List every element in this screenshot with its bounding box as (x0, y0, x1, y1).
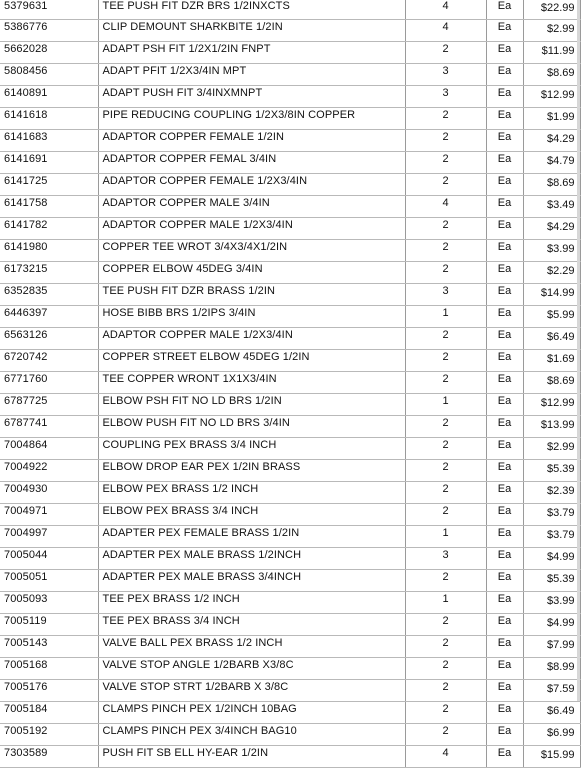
price-cell[interactable]: $11.99 (523, 42, 580, 64)
description-cell[interactable]: HOSE BIBB BRS 1/2IPS 3/4IN (98, 306, 405, 328)
sku-cell[interactable]: 7005119 (0, 614, 98, 636)
price-cell[interactable]: $4.29 (523, 218, 580, 240)
quantity-cell[interactable]: 2 (405, 42, 486, 64)
table-row[interactable] (0, 130, 580, 152)
description-cell[interactable]: ADAPTOR COPPER MALE 1/2X3/4IN (98, 328, 405, 350)
description-cell[interactable]: COPPER STREET ELBOW 45DEG 1/2IN (98, 350, 405, 372)
table-row[interactable] (0, 570, 580, 592)
quantity-cell[interactable]: 2 (405, 636, 486, 658)
sku-cell[interactable]: 7004930 (0, 482, 98, 504)
price-cell[interactable]: $4.99 (523, 614, 580, 636)
sku-cell[interactable]: 6140891 (0, 86, 98, 108)
table-row[interactable] (0, 306, 580, 328)
unit-cell[interactable]: Ea (486, 702, 523, 724)
description-cell[interactable]: COPPER TEE WROT 3/4X3/4X1/2IN (98, 240, 405, 262)
scrollbar-edge[interactable] (577, 0, 580, 701)
quantity-cell[interactable]: 2 (405, 350, 486, 372)
description-cell[interactable]: TEE PEX BRASS 3/4 INCH (98, 614, 405, 636)
price-cell[interactable]: $7.59 (523, 680, 580, 702)
price-cell[interactable]: $22.99 (523, 0, 580, 20)
table-row[interactable] (0, 658, 580, 680)
unit-cell[interactable]: Ea (486, 460, 523, 482)
sku-cell[interactable]: 7004864 (0, 438, 98, 460)
sku-cell[interactable]: 6563126 (0, 328, 98, 350)
description-cell[interactable]: CLAMPS PINCH PEX 3/4INCH BAG10 (98, 724, 405, 746)
table-row[interactable] (0, 504, 580, 526)
sku-cell[interactable]: 7005093 (0, 592, 98, 614)
description-cell[interactable]: ADAPT PSH FIT 1/2X1/2IN FNPT (98, 42, 405, 64)
quantity-cell[interactable]: 4 (405, 0, 486, 20)
unit-cell[interactable]: Ea (486, 284, 523, 306)
description-cell[interactable]: TEE PUSH FIT DZR BRASS 1/2IN (98, 284, 405, 306)
price-cell[interactable]: $3.79 (523, 526, 580, 548)
price-cell[interactable]: $15.99 (523, 746, 580, 768)
price-cell[interactable]: $1.69 (523, 350, 580, 372)
quantity-cell[interactable]: 1 (405, 526, 486, 548)
table-row[interactable] (0, 680, 580, 702)
description-cell[interactable]: ELBOW PSH FIT NO LD BRS 1/2IN (98, 394, 405, 416)
quantity-cell[interactable]: 1 (405, 592, 486, 614)
quantity-cell[interactable]: 4 (405, 20, 486, 42)
sku-cell[interactable]: 6720742 (0, 350, 98, 372)
description-cell[interactable]: ELBOW PEX BRASS 3/4 INCH (98, 504, 405, 526)
quantity-cell[interactable]: 1 (405, 394, 486, 416)
price-cell[interactable]: $8.69 (523, 64, 580, 86)
table-row[interactable] (0, 108, 580, 130)
description-cell[interactable]: PIPE REDUCING COUPLING 1/2X3/8IN COPPER (98, 108, 405, 130)
unit-cell[interactable]: Ea (486, 350, 523, 372)
quantity-cell[interactable]: 2 (405, 240, 486, 262)
sku-cell[interactable]: 5379631 (0, 0, 98, 20)
description-cell[interactable]: ADAPTOR COPPER MALE 3/4IN (98, 196, 405, 218)
table-row[interactable] (0, 86, 580, 108)
sku-cell[interactable]: 7005143 (0, 636, 98, 658)
sku-cell[interactable]: 6141782 (0, 218, 98, 240)
table-row[interactable] (0, 702, 580, 724)
quantity-cell[interactable]: 2 (405, 724, 486, 746)
price-cell[interactable]: $4.79 (523, 152, 580, 174)
description-cell[interactable]: VALVE STOP ANGLE 1/2BARB X3/8C (98, 658, 405, 680)
table-row[interactable] (0, 328, 580, 350)
sku-cell[interactable]: 7005176 (0, 680, 98, 702)
price-cell[interactable]: $1.99 (523, 108, 580, 130)
unit-cell[interactable]: Ea (486, 130, 523, 152)
unit-cell[interactable]: Ea (486, 504, 523, 526)
description-cell[interactable]: ELBOW PUSH FIT NO LD BRS 3/4IN (98, 416, 405, 438)
price-cell[interactable]: $12.99 (523, 394, 580, 416)
price-cell[interactable]: $7.99 (523, 636, 580, 658)
description-cell[interactable]: TEE PUSH FIT DZR BRS 1/2INXCTS (98, 0, 405, 20)
table-row[interactable] (0, 614, 580, 636)
quantity-cell[interactable]: 3 (405, 64, 486, 86)
quantity-cell[interactable]: 2 (405, 372, 486, 394)
unit-cell[interactable]: Ea (486, 86, 523, 108)
description-cell[interactable]: ADAPTOR COPPER FEMALE 1/2X3/4IN (98, 174, 405, 196)
table-row[interactable] (0, 592, 580, 614)
unit-cell[interactable]: Ea (486, 394, 523, 416)
quantity-cell[interactable]: 2 (405, 570, 486, 592)
table-row[interactable] (0, 174, 580, 196)
sku-cell[interactable]: 6141618 (0, 108, 98, 130)
unit-cell[interactable]: Ea (486, 64, 523, 86)
sku-cell[interactable]: 6352835 (0, 284, 98, 306)
description-cell[interactable]: CLIP DEMOUNT SHARKBITE 1/2IN (98, 20, 405, 42)
unit-cell[interactable]: Ea (486, 570, 523, 592)
table-row[interactable] (0, 218, 580, 240)
sku-cell[interactable]: 7004997 (0, 526, 98, 548)
sku-cell[interactable]: 7005192 (0, 724, 98, 746)
unit-cell[interactable]: Ea (486, 262, 523, 284)
table-row[interactable] (0, 394, 580, 416)
table-row[interactable] (0, 724, 580, 746)
sku-cell[interactable]: 6771760 (0, 372, 98, 394)
unit-cell[interactable]: Ea (486, 20, 523, 42)
quantity-cell[interactable]: 3 (405, 86, 486, 108)
price-cell[interactable]: $4.29 (523, 130, 580, 152)
description-cell[interactable]: ADAPTOR COPPER MALE 1/2X3/4IN (98, 218, 405, 240)
unit-cell[interactable]: Ea (486, 372, 523, 394)
quantity-cell[interactable]: 2 (405, 262, 486, 284)
price-cell[interactable]: $3.79 (523, 504, 580, 526)
table-row[interactable] (0, 372, 580, 394)
table-row[interactable] (0, 746, 580, 768)
price-cell[interactable]: $4.99 (523, 548, 580, 570)
unit-cell[interactable]: Ea (486, 438, 523, 460)
quantity-cell[interactable]: 2 (405, 504, 486, 526)
table-row[interactable] (0, 152, 580, 174)
price-cell[interactable]: $6.49 (523, 328, 580, 350)
unit-cell[interactable]: Ea (486, 218, 523, 240)
unit-cell[interactable]: Ea (486, 0, 523, 20)
unit-cell[interactable]: Ea (486, 592, 523, 614)
table-row[interactable] (0, 416, 580, 438)
quantity-cell[interactable]: 2 (405, 658, 486, 680)
table-row[interactable] (0, 262, 580, 284)
price-cell[interactable]: $3.99 (523, 240, 580, 262)
price-cell[interactable]: $2.39 (523, 482, 580, 504)
unit-cell[interactable]: Ea (486, 306, 523, 328)
price-cell[interactable]: $14.99 (523, 284, 580, 306)
price-cell[interactable]: $12.99 (523, 86, 580, 108)
quantity-cell[interactable]: 4 (405, 196, 486, 218)
description-cell[interactable]: COUPLING PEX BRASS 3/4 INCH (98, 438, 405, 460)
quantity-cell[interactable]: 2 (405, 416, 486, 438)
table-row[interactable] (0, 438, 580, 460)
sku-cell[interactable]: 7005044 (0, 548, 98, 570)
sku-cell[interactable]: 6787725 (0, 394, 98, 416)
description-cell[interactable]: CLAMPS PINCH PEX 1/2INCH 10BAG (98, 702, 405, 724)
description-cell[interactable]: ADAPTOR COPPER FEMAL 3/4IN (98, 152, 405, 174)
price-cell[interactable]: $3.49 (523, 196, 580, 218)
table-row[interactable] (0, 240, 580, 262)
quantity-cell[interactable]: 2 (405, 108, 486, 130)
description-cell[interactable]: ADAPTER PEX MALE BRASS 1/2INCH (98, 548, 405, 570)
quantity-cell[interactable]: 2 (405, 438, 486, 460)
price-cell[interactable]: $8.69 (523, 372, 580, 394)
description-cell[interactable]: ADAPTOR COPPER FEMALE 1/2IN (98, 130, 405, 152)
description-cell[interactable]: ADAPT PUSH FIT 3/4INXMNPT (98, 86, 405, 108)
sku-cell[interactable]: 6141758 (0, 196, 98, 218)
description-cell[interactable]: TEE PEX BRASS 1/2 INCH (98, 592, 405, 614)
sku-cell[interactable]: 7005168 (0, 658, 98, 680)
table-row[interactable] (0, 460, 580, 482)
sku-cell[interactable]: 7004971 (0, 504, 98, 526)
sku-cell[interactable]: 6141725 (0, 174, 98, 196)
unit-cell[interactable]: Ea (486, 42, 523, 64)
sku-cell[interactable]: 6141691 (0, 152, 98, 174)
sku-cell[interactable]: 6141683 (0, 130, 98, 152)
sku-cell[interactable]: 7303589 (0, 746, 98, 768)
description-cell[interactable]: ADAPTER PEX FEMALE BRASS 1/2IN (98, 526, 405, 548)
unit-cell[interactable]: Ea (486, 636, 523, 658)
description-cell[interactable]: ELBOW DROP EAR PEX 1/2IN BRASS (98, 460, 405, 482)
sku-cell[interactable]: 5662028 (0, 42, 98, 64)
sku-cell[interactable]: 6141980 (0, 240, 98, 262)
quantity-cell[interactable]: 2 (405, 130, 486, 152)
description-cell[interactable]: VALVE STOP STRT 1/2BARB X 3/8C (98, 680, 405, 702)
price-cell[interactable]: $2.29 (523, 262, 580, 284)
quantity-cell[interactable]: 1 (405, 306, 486, 328)
unit-cell[interactable]: Ea (486, 240, 523, 262)
unit-cell[interactable]: Ea (486, 482, 523, 504)
unit-cell[interactable]: Ea (486, 328, 523, 350)
table-row[interactable] (0, 526, 580, 548)
quantity-cell[interactable]: 4 (405, 746, 486, 768)
price-cell[interactable]: $5.39 (523, 460, 580, 482)
description-cell[interactable]: ADAPT PFIT 1/2X3/4IN MPT (98, 64, 405, 86)
unit-cell[interactable]: Ea (486, 526, 523, 548)
price-cell[interactable]: $13.99 (523, 416, 580, 438)
quantity-cell[interactable]: 2 (405, 460, 486, 482)
unit-cell[interactable]: Ea (486, 658, 523, 680)
price-cell[interactable]: $2.99 (523, 20, 580, 42)
quantity-cell[interactable]: 2 (405, 482, 486, 504)
sku-cell[interactable]: 7004922 (0, 460, 98, 482)
price-cell[interactable]: $5.99 (523, 306, 580, 328)
table-row[interactable] (0, 20, 580, 42)
price-cell[interactable]: $6.49 (523, 702, 580, 724)
quantity-cell[interactable]: 2 (405, 680, 486, 702)
table-row[interactable] (0, 548, 580, 570)
price-cell[interactable]: $6.99 (523, 724, 580, 746)
unit-cell[interactable]: Ea (486, 614, 523, 636)
quantity-cell[interactable]: 3 (405, 548, 486, 570)
unit-cell[interactable]: Ea (486, 108, 523, 130)
table-row[interactable] (0, 636, 580, 658)
description-cell[interactable]: ELBOW PEX BRASS 1/2 INCH (98, 482, 405, 504)
unit-cell[interactable]: Ea (486, 724, 523, 746)
quantity-cell[interactable]: 2 (405, 614, 486, 636)
table-row[interactable] (0, 482, 580, 504)
sku-cell[interactable]: 6787741 (0, 416, 98, 438)
sku-cell[interactable]: 5386776 (0, 20, 98, 42)
table-row[interactable] (0, 196, 580, 218)
unit-cell[interactable]: Ea (486, 174, 523, 196)
quantity-cell[interactable]: 2 (405, 152, 486, 174)
unit-cell[interactable]: Ea (486, 416, 523, 438)
quantity-cell[interactable]: 2 (405, 174, 486, 196)
price-cell[interactable]: $8.69 (523, 174, 580, 196)
description-cell[interactable]: PUSH FIT SB ELL HY-EAR 1/2IN (98, 746, 405, 768)
description-cell[interactable]: COPPER ELBOW 45DEG 3/4IN (98, 262, 405, 284)
unit-cell[interactable]: Ea (486, 746, 523, 768)
quantity-cell[interactable]: 2 (405, 328, 486, 350)
table-row[interactable] (0, 350, 580, 372)
sku-cell[interactable]: 6173215 (0, 262, 98, 284)
table-row[interactable] (0, 0, 580, 20)
price-cell[interactable]: $5.39 (523, 570, 580, 592)
price-cell[interactable]: $8.99 (523, 658, 580, 680)
sku-cell[interactable]: 5808456 (0, 64, 98, 86)
description-cell[interactable]: ADAPTER PEX MALE BRASS 3/4INCH (98, 570, 405, 592)
unit-cell[interactable]: Ea (486, 152, 523, 174)
unit-cell[interactable]: Ea (486, 196, 523, 218)
quantity-cell[interactable]: 2 (405, 218, 486, 240)
sku-cell[interactable]: 7005051 (0, 570, 98, 592)
table-row[interactable] (0, 42, 580, 64)
sku-cell[interactable]: 6446397 (0, 306, 98, 328)
quantity-cell[interactable]: 3 (405, 284, 486, 306)
sku-cell[interactable]: 7005184 (0, 702, 98, 724)
table-row[interactable] (0, 64, 580, 86)
unit-cell[interactable]: Ea (486, 548, 523, 570)
description-cell[interactable]: VALVE BALL PEX BRASS 1/2 INCH (98, 636, 405, 658)
quantity-cell[interactable]: 2 (405, 702, 486, 724)
price-cell[interactable]: $2.99 (523, 438, 580, 460)
price-cell[interactable]: $3.99 (523, 592, 580, 614)
table-row[interactable] (0, 284, 580, 306)
description-cell[interactable]: TEE COPPER WRONT 1X1X3/4IN (98, 372, 405, 394)
unit-cell[interactable]: Ea (486, 680, 523, 702)
